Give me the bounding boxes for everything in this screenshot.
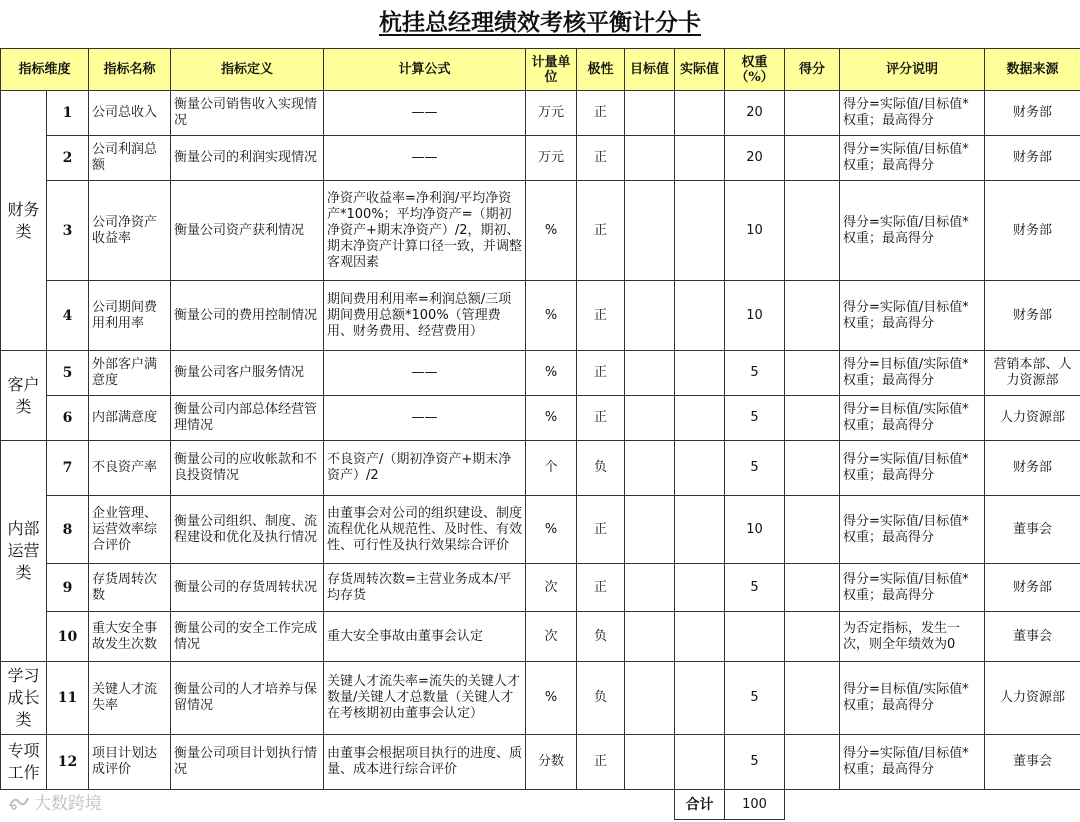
unit: % (526, 662, 577, 735)
indicator-name: 公司利润总额 (89, 136, 171, 181)
watermark-text: 大数跨境 (34, 794, 102, 814)
unit: 分数 (526, 735, 577, 790)
row-number: 11 (47, 662, 89, 735)
data-source: 人力资源部 (985, 396, 1080, 441)
unit: % (526, 281, 577, 351)
target-value (625, 496, 675, 564)
actual-value (675, 612, 725, 662)
header-polarity: 极性 (577, 49, 625, 91)
target-value (625, 564, 675, 612)
category-internal: 内部运营类 (1, 441, 47, 662)
actual-value (675, 136, 725, 181)
table-row (1, 181, 1080, 281)
score (785, 612, 840, 662)
indicator-name: 企业管理、运营效率综合评价 (89, 496, 171, 564)
actual-value (675, 496, 725, 564)
data-source: 财务部 (985, 281, 1080, 351)
header-source: 数据来源 (985, 49, 1080, 91)
formula: —— (324, 396, 526, 441)
actual-value (675, 281, 725, 351)
category-finance: 财务类 (1, 91, 47, 351)
header-unit: 计量单位 (526, 49, 577, 91)
score (785, 496, 840, 564)
target-value (625, 181, 675, 281)
category-special: 专项工作 (1, 735, 47, 790)
weight: 20 (725, 91, 785, 136)
weight: 10 (725, 496, 785, 564)
total-weight: 100 (725, 790, 785, 820)
scoring-note: 得分=实际值/目标值*权重；最高得分 (840, 735, 985, 790)
total-label: 合计 (675, 790, 725, 820)
indicator-name: 公司期间费用利用率 (89, 281, 171, 351)
table-row (1, 91, 1080, 136)
row-number: 10 (47, 612, 89, 662)
score (785, 281, 840, 351)
target-value (625, 735, 675, 790)
data-source: 董事会 (985, 496, 1080, 564)
row-number: 5 (47, 351, 89, 396)
formula: —— (324, 136, 526, 181)
weight: 5 (725, 735, 785, 790)
indicator-name: 项目计划达成评价 (89, 735, 171, 790)
formula: —— (324, 91, 526, 136)
actual-value (675, 351, 725, 396)
indicator-definition: 衡量公司的费用控制情况 (171, 281, 324, 351)
polarity: 正 (577, 735, 625, 790)
table-row (1, 351, 1080, 396)
target-value (625, 281, 675, 351)
polarity: 正 (577, 396, 625, 441)
polarity: 负 (577, 441, 625, 496)
indicator-name: 内部满意度 (89, 396, 171, 441)
total-row (1, 790, 1080, 820)
scoring-note: 得分=目标值/实际值*权重；最高得分 (840, 662, 985, 735)
actual-value (675, 441, 725, 496)
score (785, 396, 840, 441)
unit: 次 (526, 612, 577, 662)
row-number: 4 (47, 281, 89, 351)
indicator-name: 重大安全事故发生次数 (89, 612, 171, 662)
weight (725, 612, 785, 662)
score (785, 91, 840, 136)
scorecard-table (0, 48, 1080, 820)
indicator-definition: 衡量公司的存货周转状况 (171, 564, 324, 612)
scoring-note: 得分=实际值/目标值*权重；最高得分 (840, 496, 985, 564)
formula: 由董事会根据项目执行的进度、质量、成本进行综合评价 (324, 735, 526, 790)
indicator-definition: 衡量公司客户服务情况 (171, 351, 324, 396)
header-row (1, 49, 1080, 91)
indicator-name: 不良资产率 (89, 441, 171, 496)
scoring-note: 得分=实际值/目标值*权重；最高得分 (840, 441, 985, 496)
unit: 次 (526, 564, 577, 612)
indicator-name: 公司净资产收益率 (89, 181, 171, 281)
target-value (625, 662, 675, 735)
scoring-note: 得分=目标值/实际值*权重；最高得分 (840, 396, 985, 441)
score (785, 662, 840, 735)
polarity: 正 (577, 136, 625, 181)
category-learning: 学习成长类 (1, 662, 47, 735)
page-title: 杭挂总经理绩效考核平衡计分卡 (379, 9, 701, 36)
table-row (1, 281, 1080, 351)
table-row (1, 612, 1080, 662)
unit: 个 (526, 441, 577, 496)
target-value (625, 136, 675, 181)
header-score: 得分 (785, 49, 840, 91)
indicator-definition: 衡量公司的利润实现情况 (171, 136, 324, 181)
indicator-definition: 衡量公司的人才培养与保留情况 (171, 662, 324, 735)
weight: 5 (725, 662, 785, 735)
data-source: 财务部 (985, 181, 1080, 281)
watermark-logo-icon (8, 794, 30, 810)
row-number: 3 (47, 181, 89, 281)
formula: 关键人才流失率=流失的关键人才数量/关键人才总数量（关键人才在考核期初由董事会认定） (324, 662, 526, 735)
polarity: 负 (577, 662, 625, 735)
weight: 5 (725, 441, 785, 496)
weight: 5 (725, 351, 785, 396)
polarity: 正 (577, 351, 625, 396)
score (785, 351, 840, 396)
table-row (1, 735, 1080, 790)
weight: 5 (725, 396, 785, 441)
header-target: 目标值 (625, 49, 675, 91)
indicator-definition: 衡量公司的安全工作完成情况 (171, 612, 324, 662)
row-number: 2 (47, 136, 89, 181)
data-source: 财务部 (985, 136, 1080, 181)
indicator-definition: 衡量公司的应收帐款和不良投资情况 (171, 441, 324, 496)
weight: 5 (725, 564, 785, 612)
unit: 万元 (526, 91, 577, 136)
indicator-definition: 衡量公司销售收入实现情况 (171, 91, 324, 136)
formula: 不良资产/（期初净资产+期末净资产）/2 (324, 441, 526, 496)
polarity: 正 (577, 564, 625, 612)
indicator-definition: 衡量公司资产获利情况 (171, 181, 324, 281)
category-customer: 客户类 (1, 351, 47, 441)
indicator-definition: 衡量公司项目计划执行情况 (171, 735, 324, 790)
scoring-note: 得分=目标值/实际值*权重；最高得分 (840, 351, 985, 396)
indicator-name: 关键人才流失率 (89, 662, 171, 735)
score (785, 181, 840, 281)
weight: 10 (725, 181, 785, 281)
table-row (1, 662, 1080, 735)
data-source: 财务部 (985, 91, 1080, 136)
polarity: 正 (577, 281, 625, 351)
data-source: 财务部 (985, 441, 1080, 496)
unit: % (526, 351, 577, 396)
formula: 净资产收益率=净利润/平均净资产*100%；平均净资产=（期初净资产+期末净资产）/2，期初、期末净资产计算口径一致，并调整客观因素 (324, 181, 526, 281)
unit: % (526, 496, 577, 564)
polarity: 负 (577, 612, 625, 662)
weight: 10 (725, 281, 785, 351)
unit: % (526, 396, 577, 441)
watermark (8, 789, 102, 814)
row-number: 9 (47, 564, 89, 612)
scoring-note: 为否定指标，发生一次，则全年绩效为0 (840, 612, 985, 662)
data-source: 财务部 (985, 564, 1080, 612)
actual-value (675, 662, 725, 735)
data-source: 董事会 (985, 612, 1080, 662)
indicator-name: 外部客户满意度 (89, 351, 171, 396)
table-row (1, 496, 1080, 564)
row-number: 1 (47, 91, 89, 136)
scoring-note: 得分=实际值/目标值*权重；最高得分 (840, 181, 985, 281)
scoring-note: 得分=实际值/目标值*权重；最高得分 (840, 91, 985, 136)
unit: 万元 (526, 136, 577, 181)
target-value (625, 396, 675, 441)
table-row (1, 396, 1080, 441)
polarity: 正 (577, 91, 625, 136)
header-formula: 计算公式 (324, 49, 526, 91)
row-number: 7 (47, 441, 89, 496)
score (785, 735, 840, 790)
polarity: 正 (577, 496, 625, 564)
indicator-definition: 衡量公司内部总体经营管理情况 (171, 396, 324, 441)
table-row (1, 136, 1080, 181)
scoring-note: 得分=实际值/目标值*权重；最高得分 (840, 564, 985, 612)
row-number: 6 (47, 396, 89, 441)
header-actual: 实际值 (675, 49, 725, 91)
formula: 期间费用利用率=利润总额/三项期间费用总额*100%（管理费用、财务费用、经营费用） (324, 281, 526, 351)
target-value (625, 441, 675, 496)
target-value (625, 351, 675, 396)
header-note: 评分说明 (840, 49, 985, 91)
header-definition: 指标定义 (171, 49, 324, 91)
target-value (625, 612, 675, 662)
actual-value (675, 396, 725, 441)
indicator-name: 公司总收入 (89, 91, 171, 136)
scoring-note: 得分=实际值/目标值*权重；最高得分 (840, 281, 985, 351)
header-weight: 权重（%） (725, 49, 785, 91)
polarity: 正 (577, 181, 625, 281)
data-source: 人力资源部 (985, 662, 1080, 735)
data-source: 董事会 (985, 735, 1080, 790)
row-number: 12 (47, 735, 89, 790)
formula: 存货周转次数=主营业务成本/平均存货 (324, 564, 526, 612)
table-row (1, 564, 1080, 612)
actual-value (675, 735, 725, 790)
row-number: 8 (47, 496, 89, 564)
table-row (1, 441, 1080, 496)
data-source: 营销本部、人力资源部 (985, 351, 1080, 396)
unit: % (526, 181, 577, 281)
indicator-name: 存货周转次数 (89, 564, 171, 612)
target-value (625, 91, 675, 136)
weight: 20 (725, 136, 785, 181)
formula: 由董事会对公司的组织建设、制度流程优化从规范性、及时性、有效性、可行性及执行效果综合评价 (324, 496, 526, 564)
actual-value (675, 181, 725, 281)
actual-value (675, 564, 725, 612)
header-name: 指标名称 (89, 49, 171, 91)
header-dimension: 指标维度 (1, 49, 89, 91)
score (785, 441, 840, 496)
score (785, 136, 840, 181)
indicator-definition: 衡量公司组织、制度、流程建设和优化及执行情况 (171, 496, 324, 564)
formula: 重大安全事故由董事会认定 (324, 612, 526, 662)
formula: —— (324, 351, 526, 396)
actual-value (675, 91, 725, 136)
scoring-note: 得分=实际值/目标值*权重；最高得分 (840, 136, 985, 181)
score (785, 564, 840, 612)
